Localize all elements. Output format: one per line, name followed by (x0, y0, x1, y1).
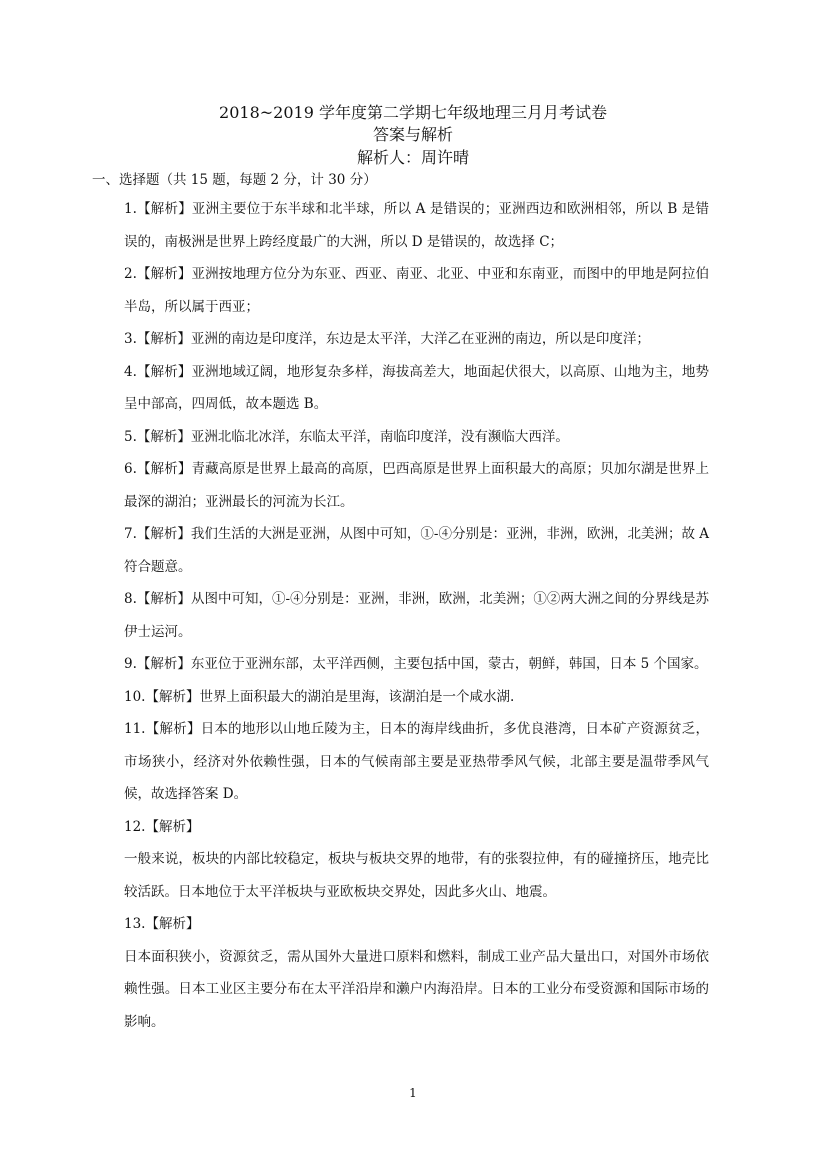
answer-item-5: 5.【解析】亚洲北临北冰洋，东临太平洋，南临印度洋，没有濒临大西洋。 (124, 428, 569, 445)
answer-item-3: 3.【解析】亚洲的南边是印度洋，东边是太平洋，大洋乙在亚洲的南边，所以是印度洋； (124, 331, 650, 347)
answer-item-8: 8.【解析】从图中可知，①-④分别是：亚洲，非洲，欧洲，北美洲；①②两大洲之间的分界线是苏伊士运河。 (124, 591, 709, 640)
answer-item-4: 4.【解析】亚洲地域辽阔，地形复杂多样，海拔高差大，地面起伏很大，以高原、山地为主，地势呈中部高，四周低，故本题选 B。 (124, 363, 709, 412)
answer-item-11: 11.【解析】日本的地形以山地丘陵为主，日本的海岸线曲折，多优良港湾，日本矿产资源贫乏，市场狭小，经济对外依赖性强，日本的气候南部主要是亚热带季风气候，北部主要是温带季风气候，故选择答案 D。 (124, 721, 709, 802)
answer-item-1: 1.【解析】亚洲主要位于东半球和北半球，所以 A 是错误的；亚洲西边和欧洲相邻，所以 B 是错误的，南极洲是世界上跨经度最广的大洲，所以 D 是错误的，故选择 C； (124, 201, 709, 250)
answer-item-12-label: 12.【解析】 (124, 818, 200, 835)
section-heading: 一、选择题（共 15 题，每题 2 分，计 30 分） (92, 172, 377, 188)
answer-item-13-label: 13.【解析】 (124, 916, 200, 932)
answer-item-9: 9.【解析】东亚位于亚洲东部，太平洋西侧，主要包括中国，蒙古，朝鲜，韩国，日本 5 个国家。 (124, 656, 708, 672)
answer-item-6: 6.【解析】青藏高原是世界上最高的高原，巴西高原是世界上面积最大的高原；贝加尔湖是世界上最深的湖泊；亚洲最长的河流为长江。 (124, 461, 709, 510)
document-title: 2018~2019 学年度第二学期七年级地理三月月考试卷 (219, 103, 607, 122)
answer-item-13-body: 日本面积狭小，资源贫乏，需从国外大量进口原料和燃料，制成工业产品大量出口，对国外市场依赖性强。日本工业区主要分布在太平洋沿岸和濑户内海沿岸。日本的工业分布受资源和国际市场的影响。 (124, 948, 709, 1030)
answer-item-2: 2.【解析】亚洲按地理方位分为东亚、西亚、南亚、北亚、中亚和东南亚，而图中的甲地是阿拉伯半岛，所以属于西亚； (124, 266, 709, 315)
answer-list (124, 193, 709, 1038)
document-author: 解析人：周许晴 (356, 148, 469, 167)
answer-item-12-body: 一般来说，板块的内部比较稳定，板块与板块交界的地带，有的张裂拉伸，有的碰撞挤压，地壳比较活跃。日本地位于太平洋板块与亚欧板块交界处，因此多火山、地震。 (124, 851, 709, 900)
page-number: 1 (409, 1086, 417, 1100)
answer-item-7: 7.【解析】我们生活的大洲是亚洲，从图中可知，①-④分别是：亚洲，非洲，欧洲，北美洲；故 A 符合题意。 (124, 526, 709, 575)
document-subtitle: 答案与解析 (372, 125, 453, 144)
answer-item-10: 10.【解析】世界上面积最大的湖泊是里海，该湖泊是一个咸水湖. (124, 688, 515, 705)
